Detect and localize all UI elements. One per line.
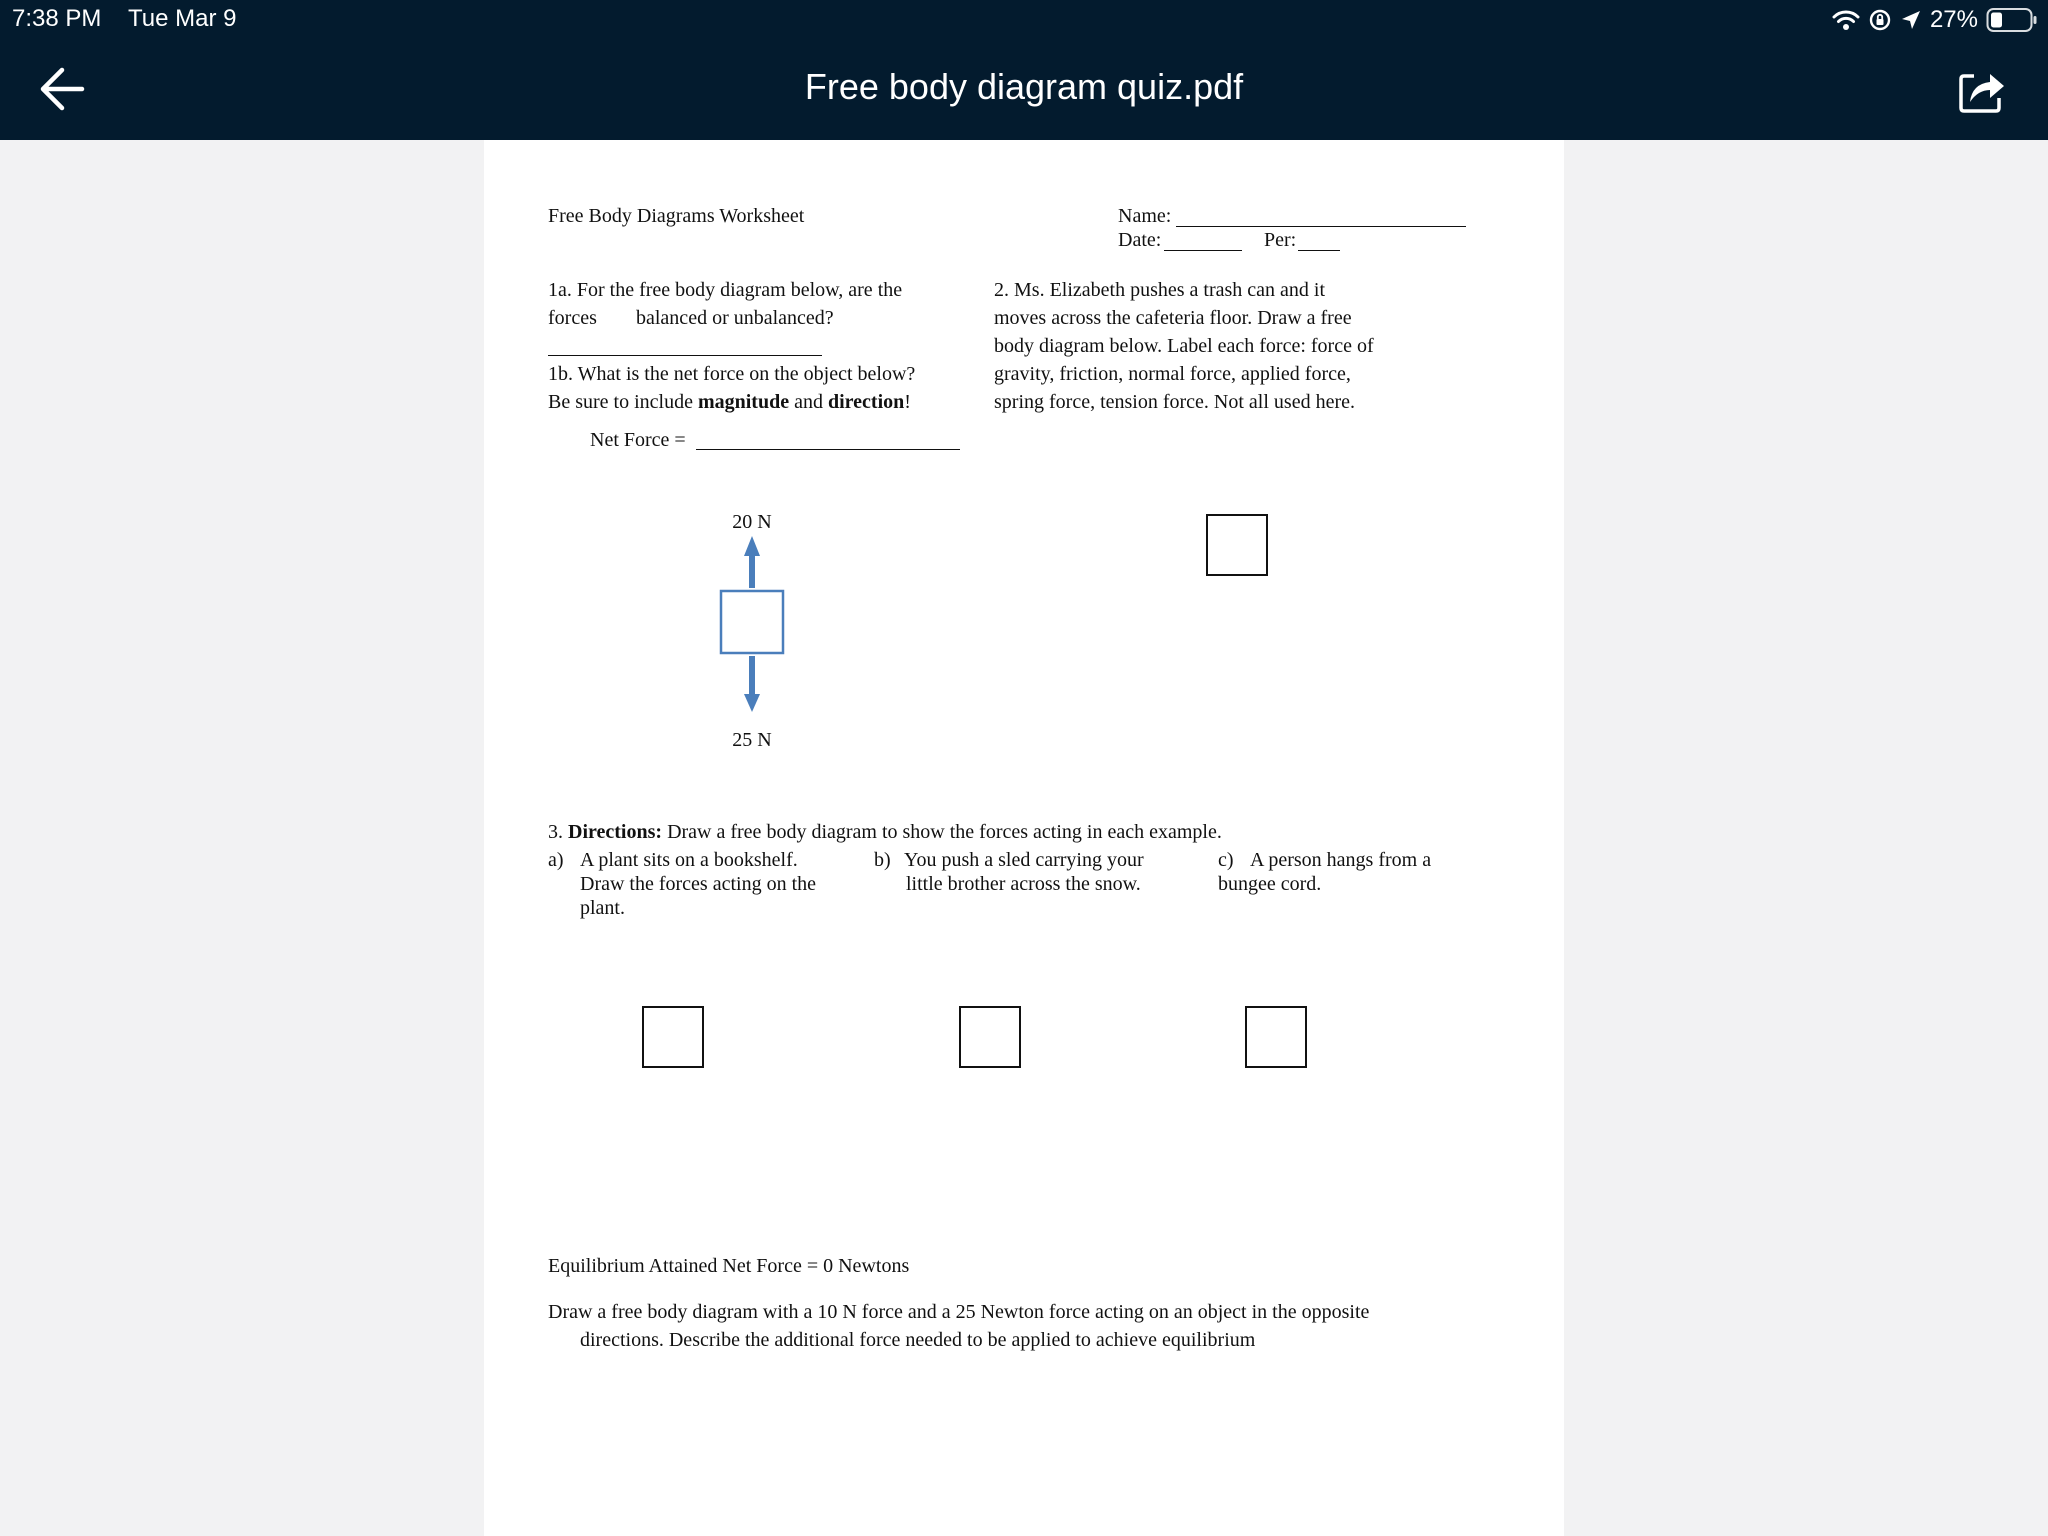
q2-line-4: gravity, friction, normal force, applied force,: [994, 363, 1351, 385]
q2-line-1: 2. Ms. Elizabeth pushes a trash can and it: [994, 279, 1326, 301]
q3b-marker: b): [874, 849, 891, 871]
q1b-direction: direction: [827, 391, 905, 413]
q1b-text-post: !: [904, 391, 911, 413]
name-blank: [1176, 226, 1466, 227]
share-icon: [1956, 64, 2008, 116]
q1b-text-pre: Be sure to include: [548, 391, 698, 413]
orientation-lock-icon: [1868, 8, 1892, 32]
q3c-line-1: A person hangs from a: [1250, 849, 1432, 871]
battery-icon: [1986, 7, 2038, 33]
q3a-line-1: A plant sits on a bookshelf.: [580, 849, 798, 871]
q3a-line-2: Draw the forces acting on the: [580, 873, 817, 895]
down-arrow-shaft: [749, 656, 755, 696]
date-label: Date:: [1118, 229, 1162, 251]
q3-directions-label: Directions:: [568, 821, 663, 843]
q2-line-2: moves across the cafeteria floor. Draw a free: [994, 307, 1352, 329]
up-arrow-head: [744, 536, 760, 556]
down-force-label: 25 N: [732, 729, 772, 751]
q1a-line-2b: balanced or unbalanced?: [636, 307, 834, 329]
q1a-line-1: 1a. For the free body diagram below, are the: [548, 279, 903, 301]
q3a-line-3: plant.: [580, 897, 625, 919]
q3c-line-2: bungee cord.: [1218, 873, 1322, 895]
q1b-magnitude: magnitude: [697, 391, 790, 413]
q1a-answer-blank: [548, 355, 822, 356]
status-time: 7:38 PM: [12, 5, 102, 32]
q3b-answer-box: [959, 1006, 1021, 1068]
net-force-blank: [696, 449, 960, 450]
q2-answer-box: [1206, 514, 1268, 576]
q3c-marker: c): [1218, 849, 1234, 871]
q1a-line-2a: forces: [548, 307, 597, 329]
share-button[interactable]: [1956, 64, 2008, 116]
net-force-label: Net Force =: [590, 429, 686, 451]
up-arrow-shaft: [749, 554, 755, 588]
name-label: Name:: [1118, 205, 1172, 227]
q1b-text-mid: and: [789, 391, 828, 413]
wifi-icon: [1832, 8, 1860, 32]
q1b-line-2: [548, 388, 911, 416]
status-date: Tue Mar 9: [128, 5, 237, 32]
back-button[interactable]: [36, 60, 92, 116]
top-bar: [0, 0, 2048, 140]
up-force-label: 20 N: [732, 511, 772, 533]
object-box: [721, 591, 783, 653]
q3a-marker: a): [548, 849, 564, 871]
q3-directions-text: Draw a free body diagram to show the forces acting in each example.: [662, 821, 1222, 843]
per-label: Per:: [1264, 229, 1297, 251]
location-icon: [1900, 9, 1922, 31]
q3b-line-2: little brother across the snow.: [906, 873, 1141, 895]
date-blank: [1164, 250, 1242, 251]
q3a-answer-box: [642, 1006, 704, 1068]
status-indicators: [1832, 4, 2038, 36]
document-title: Free body diagram quiz.pdf: [804, 66, 1244, 107]
q2-line-5: spring force, tension force. Not all used here.: [994, 391, 1355, 413]
final-question-line-2: directions. Describe the additional force needed to be applied to achieve equilibrium: [580, 1329, 1256, 1351]
pdf-page: [484, 140, 1564, 1536]
q3-directions: [548, 818, 1222, 846]
q3-prefix: 3.: [548, 821, 568, 843]
q1b-line-1: 1b. What is the net force on the object below?: [548, 363, 916, 385]
q2-line-3: body diagram below. Label each force: force of: [994, 335, 1374, 357]
down-arrow-head: [744, 694, 760, 712]
battery-percent: 27%: [1929, 6, 1978, 33]
arrow-left-icon: [36, 60, 92, 116]
equilibrium-title: Equilibrium Attained Net Force = 0 Newtons: [548, 1255, 910, 1277]
q3b-line-1: You push a sled carrying your: [904, 849, 1144, 871]
worksheet-title: Free Body Diagrams Worksheet: [548, 205, 805, 227]
per-blank: [1298, 250, 1340, 251]
q3c-answer-box: [1245, 1006, 1307, 1068]
final-question-line-1: Draw a free body diagram with a 10 N force and a 25 Newton force acting on an object in the opposite: [548, 1301, 1370, 1323]
